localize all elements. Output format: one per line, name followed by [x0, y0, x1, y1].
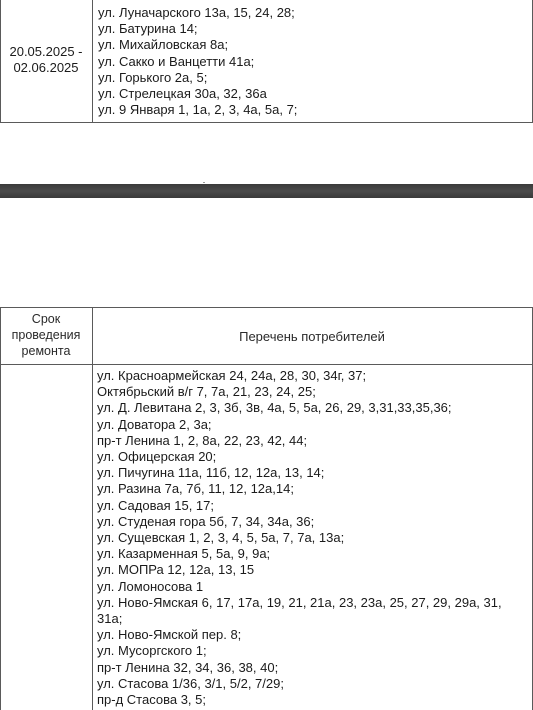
address-line: ул. Доватора 2, 3а; [97, 416, 212, 432]
address-line: ул. Ново-Ямской пер. 8; [97, 627, 242, 643]
address-line: ул. Сакко и Ванцетти 41а; [98, 53, 255, 69]
address-line: ул. Михайловская 8а; [98, 37, 229, 53]
address-line: ул. Стрелецкая 30а, 32, 36а [98, 86, 267, 102]
address-line: ул. Батурина 14; [98, 21, 198, 37]
address-line: 31а; [97, 611, 123, 627]
address-line: ул. 9 Января 1, 1а, 2, 3, 4а, 5а, 7; [98, 102, 298, 118]
address-line: ул. Садовая 15, 17; [97, 497, 214, 513]
address-line: пр-т Ленина 1, 2, 8а, 22, 23, 42, 44; [97, 432, 308, 448]
address-line: ул. Разина 7а, 7б, 11, 12, 12а,14; [97, 481, 294, 497]
address-line: ул. Пичугина 11а, 11б, 12, 12а, 13, 14; [97, 465, 325, 481]
top-address-list [98, 5, 297, 118]
bottom-table-divider [92, 307, 93, 710]
top-table-bottom-border [0, 122, 533, 123]
address-line: Октябрьский в/г 7, 7а, 21, 23, 24, 25; [97, 384, 316, 400]
address-line: ул. Офицерская 20; [97, 449, 217, 465]
bottom-table-left-border [0, 307, 1, 710]
address-line: ул. Студеная гора 5б, 7, 34, 34а, 36; [97, 513, 315, 529]
address-line: пр-т Ленина 32, 34, 36, 38, 40; [97, 659, 279, 675]
address-line: ул. МОПРа 12, 12а, 13, 15 [97, 562, 255, 578]
address-line: ул. Сущевская 1, 2, 3, 4, 5, 5а, 7, 7а, 13а; [97, 530, 345, 546]
scan-divider-band [0, 184, 533, 198]
header-consumers-list: Перечень потребителей [239, 329, 385, 344]
address-line: пр-д Стасова 3, 5; [97, 692, 206, 708]
bottom-address-list [97, 368, 502, 708]
bottom-table-top-border [0, 307, 533, 308]
address-line: ул. Луначарского 13а, 15, 24, 28; [98, 5, 295, 20]
top-date-range: 20.05.2025 - 02.06.2025 [9, 44, 83, 75]
address-line: ул. Горького 2а, 5; [98, 69, 208, 85]
address-line: ул. Мусоргского 1; [97, 643, 207, 659]
address-line: ул. Казарменная 5, 5а, 9, 9а; [97, 546, 271, 562]
address-line: ул. Красноармейская 24, 24а, 28, 30, 34г, 37; [97, 368, 367, 383]
address-line: ул. Стасова 1/36, 3/1, 5/2, 7/29; [97, 675, 284, 691]
top-table-divider [92, 0, 93, 123]
header-repair-period: Срок проведения ремонта [11, 312, 81, 358]
scan-speck [203, 182, 205, 183]
address-line: ул. Ломоносова 1 [97, 578, 204, 594]
address-line: ул. Ново-Ямская 6, 17, 17а, 19, 21, 21а, 23, 23а, 25, 27, 29, 29а, 31, [97, 594, 502, 610]
bottom-table-header-border [0, 364, 533, 365]
address-line: ул. Д. Левитана 2, 3, 3б, 3в, 4а, 5, 5а, 26, 29, 3,31,33,35,36; [97, 400, 452, 416]
